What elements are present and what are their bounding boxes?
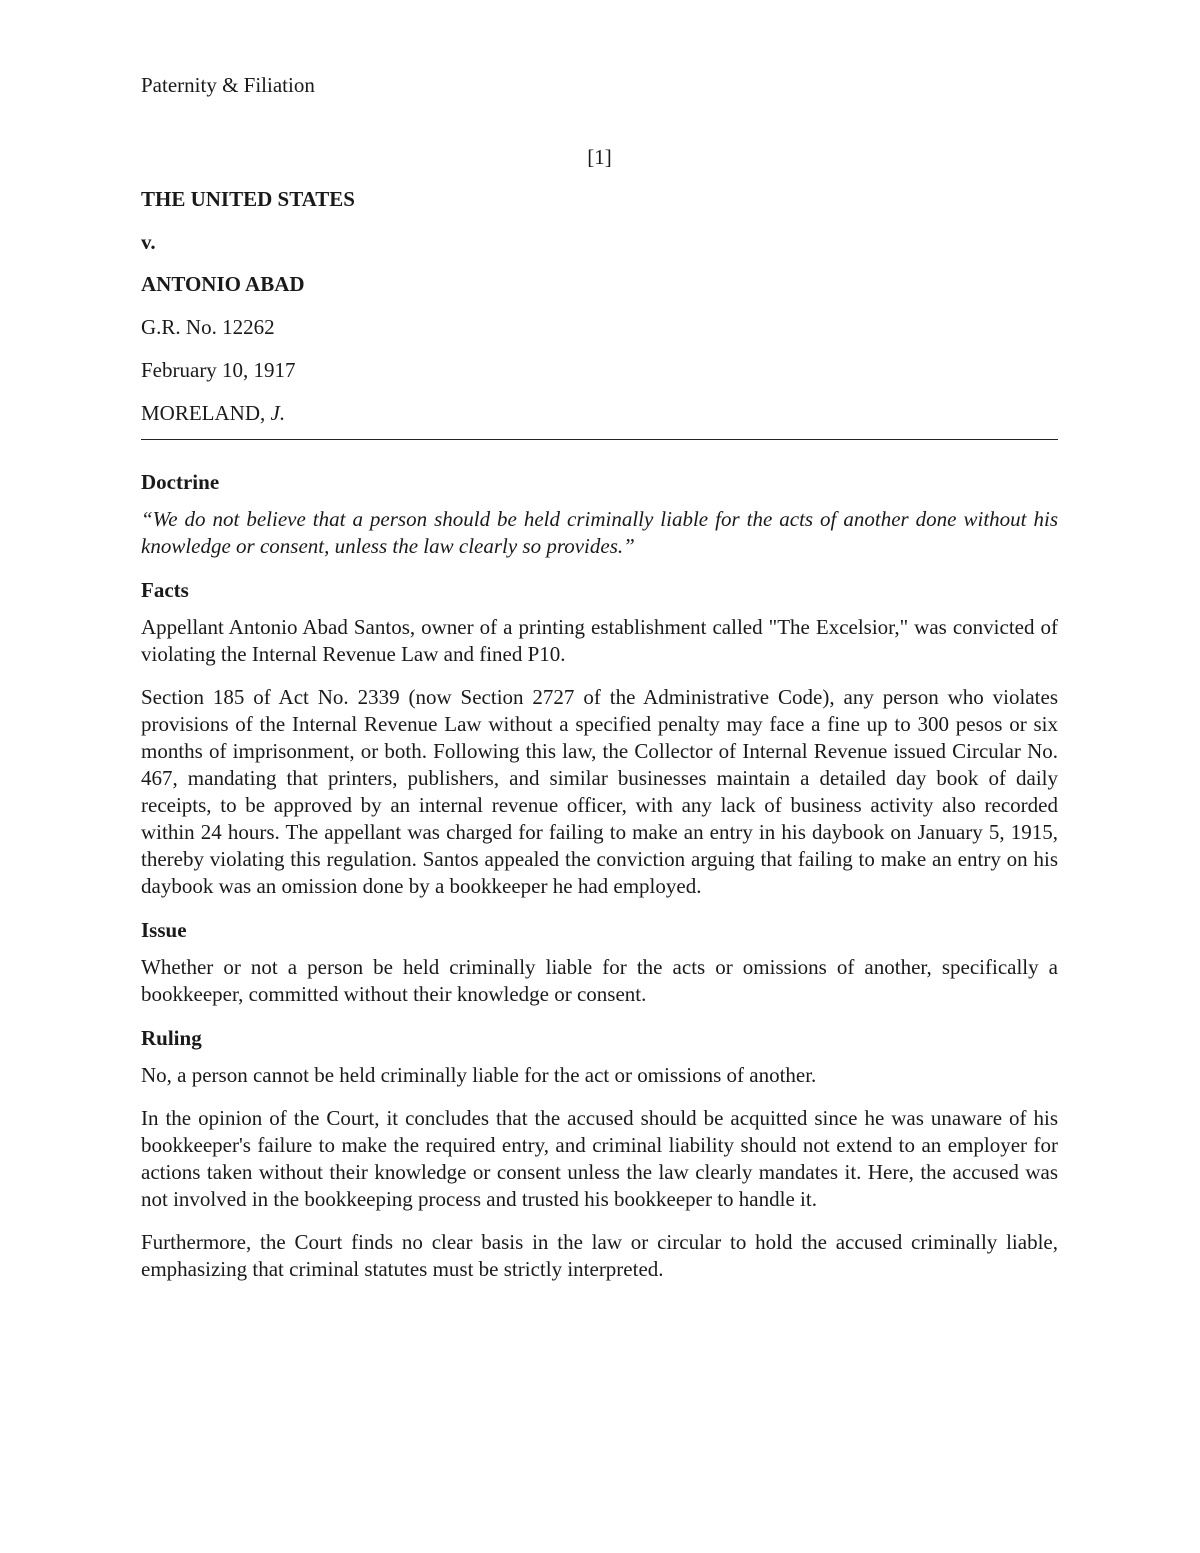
doctrine-quote: “We do not believe that a person should be held criminally liable for the acts of another done without his knowledge or consent, unless the law clearly so provides.” — [141, 507, 1058, 558]
facts-paragraph-2: Section 185 of Act No. 2339 (now Section 2727 of the Administrative Code), any person who violates provisions of the Internal Revenue Law without a specified penalty may face a fine up to 300 pesos or six months of imprisonment, or both. Following this law, the Collector of Internal Revenue issued Circular No. 467, mandating that printers, publishers, and similar businesses maintain a detailed day book of daily receipts, to be approved by an internal revenue officer, with any lack of business activity also recorded within 24 hours. The appellant was charged for failing to make an entry in his daybook on January 5, 1915, thereby violating this regulation. Santos appealed the conviction arguing that failing to make an entry on his daybook was an omission done by a bookkeeper he had employed. — [141, 685, 1058, 898]
defendant-name: ANTONIO ABAD — [141, 272, 305, 296]
case-number: [1] — [587, 145, 612, 169]
plaintiff-name: THE UNITED STATES — [141, 187, 355, 211]
ruling-paragraph-2: In the opinion of the Court, it concludes that the accused should be acquitted since he was unaware of his bookkeeper's failure to make the required entry, and criminal liability should not extend to an employer for actions taken without their knowledge or consent unless the law clearly mandates it. Here, the accused was not involved in the bookkeeping process and trusted his bookkeeper to handle it. — [141, 1106, 1058, 1211]
issue-heading: Issue — [141, 918, 187, 942]
ponente-suffix: J. — [270, 401, 286, 425]
decision-date: February 10, 1917 — [141, 358, 296, 382]
issue-paragraph-1: Whether or not a person be held criminally liable for the acts or omissions of another, specifically a bookkeeper, committed without their knowledge or consent. — [141, 955, 1058, 1006]
doctrine-heading: Doctrine — [141, 470, 220, 494]
facts-heading: Facts — [141, 578, 189, 602]
ponente — [141, 400, 285, 426]
case-digest-body — [141, 468, 1058, 1299]
facts-paragraph-1: Appellant Antonio Abad Santos, owner of a printing establishment called "The Excelsior," was convicted of violating the Internal Revenue Law and fined P10. — [141, 615, 1058, 666]
gr-number: G.R. No. 12262 — [141, 315, 275, 339]
header-divider — [141, 439, 1058, 440]
ruling-heading: Ruling — [141, 1026, 202, 1050]
ruling-paragraph-1: No, a person cannot be held criminally liable for the act or omissions of another. — [141, 1063, 817, 1087]
ruling-paragraph-3: Furthermore, the Court finds no clear basis in the law or circular to hold the accused criminally liable, emphasizing that criminal statutes must be strictly interpreted. — [141, 1230, 1058, 1281]
versus-label: v. — [141, 230, 156, 254]
running-header: Paternity & Filiation — [141, 73, 315, 97]
ponente-name: MORELAND, — [141, 401, 271, 425]
